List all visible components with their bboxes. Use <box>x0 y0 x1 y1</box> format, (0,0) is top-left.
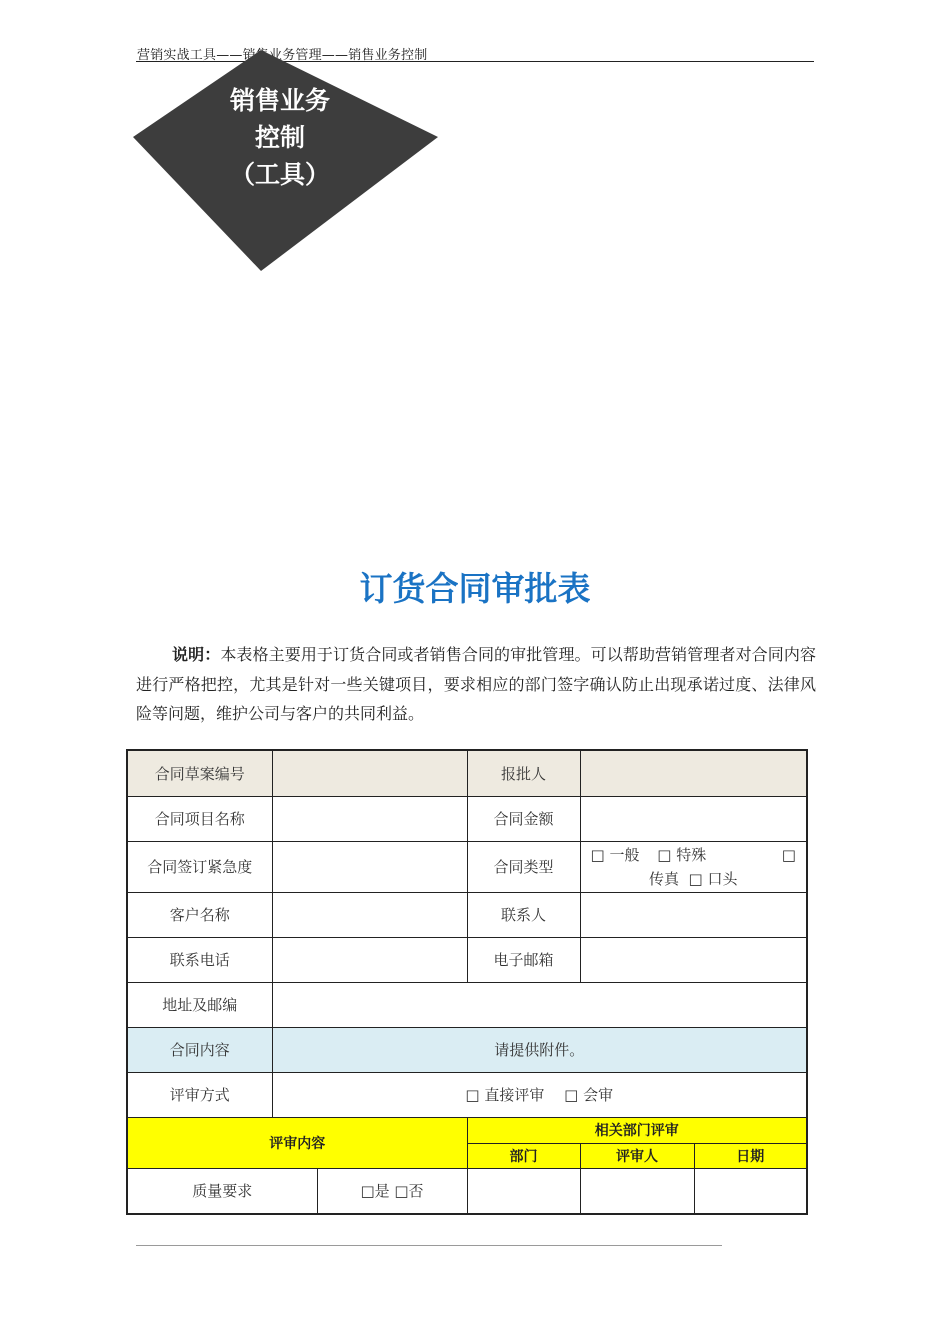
cover-badge-line3: （工具） <box>229 160 330 189</box>
label-review-method: 评审方式 <box>127 1072 272 1117</box>
input-contract-draft-no[interactable] <box>272 750 467 796</box>
input-project-name[interactable] <box>272 796 467 841</box>
input-contact-person[interactable] <box>580 892 807 937</box>
checkbox-special[interactable]: □ 特殊 <box>657 845 707 864</box>
input-quality-reviewer[interactable] <box>580 1168 694 1214</box>
input-phone[interactable] <box>272 937 467 982</box>
contract-type-options <box>580 841 807 892</box>
description-lead: 说明： <box>172 645 221 664</box>
option-fax-label: 传真 <box>648 869 679 888</box>
input-urgency[interactable] <box>272 841 467 892</box>
contract-type-row-2 <box>591 867 797 891</box>
input-customer-name[interactable] <box>272 892 467 937</box>
label-address: 地址及邮编 <box>127 982 272 1027</box>
header-date: 日期 <box>694 1143 807 1168</box>
form-row-urgency <box>127 841 807 892</box>
input-quality-date[interactable] <box>694 1168 807 1214</box>
form-row-review-method <box>127 1072 807 1117</box>
label-contract-content: 合同内容 <box>127 1027 272 1072</box>
footer-divider <box>136 1245 722 1246</box>
form-row-customer <box>127 892 807 937</box>
label-contact-person: 联系人 <box>467 892 580 937</box>
form-row-draft-no <box>127 750 807 796</box>
label-contract-amount: 合同金额 <box>467 796 580 841</box>
running-header: 营销实战工具——销售业务管理——销售业务控制 <box>137 48 428 63</box>
label-contract-draft-no: 合同草案编号 <box>127 750 272 796</box>
checkbox-fax-box[interactable]: □ <box>781 845 796 864</box>
description-paragraph <box>136 640 816 729</box>
header-dept: 部门 <box>467 1143 580 1168</box>
label-submitter: 报批人 <box>467 750 580 796</box>
label-quality: 质量要求 <box>127 1168 317 1214</box>
label-urgency: 合同签订紧急度 <box>127 841 272 892</box>
cover-badge-line2: 控制 <box>254 123 305 152</box>
form-row-review-header-1 <box>127 1117 807 1143</box>
label-phone: 联系电话 <box>127 937 272 982</box>
cover-badge-line1: 销售业务 <box>229 86 330 115</box>
label-project-name: 合同项目名称 <box>127 796 272 841</box>
document-title: 订货合同审批表 <box>359 569 591 608</box>
input-submitter[interactable] <box>580 750 807 796</box>
label-contract-type: 合同类型 <box>467 841 580 892</box>
input-contract-amount[interactable] <box>580 796 807 841</box>
input-email[interactable] <box>580 937 807 982</box>
input-quality-dept[interactable] <box>467 1168 580 1214</box>
form-row-quality <box>127 1168 807 1214</box>
header-reviewer: 评审人 <box>580 1143 694 1168</box>
review-method-options[interactable]: □ 直接评审 □ 会审 <box>272 1072 807 1117</box>
quality-options[interactable]: □是 □否 <box>317 1168 467 1214</box>
header-related-dept-review: 相关部门评审 <box>467 1117 807 1143</box>
form-row-address <box>127 982 807 1027</box>
input-contract-content[interactable]: 请提供附件。 <box>272 1027 807 1072</box>
label-email: 电子邮箱 <box>467 937 580 982</box>
header-review-content: 评审内容 <box>127 1117 467 1168</box>
label-customer-name: 客户名称 <box>127 892 272 937</box>
form-row-phone <box>127 937 807 982</box>
checkbox-general[interactable]: □ 一般 <box>590 845 640 864</box>
form-row-project <box>127 796 807 841</box>
description-body: 本表格主要用于订货合同或者销售合同的审批管理。可以帮助营销管理者对合同内容进行严格把控，尤其是针对一些关键项目，要求相应的部门签字确认防止出现承诺过度、法律风险等问题，维护公司与客户的共同利益。 <box>136 645 816 723</box>
input-address[interactable] <box>272 982 807 1027</box>
contract-approval-form <box>126 749 808 1215</box>
cover-badge-text <box>190 82 370 193</box>
checkbox-verbal[interactable]: □ 口头 <box>688 869 738 888</box>
form-row-contract-content <box>127 1027 807 1072</box>
contract-type-row-1 <box>591 843 797 867</box>
